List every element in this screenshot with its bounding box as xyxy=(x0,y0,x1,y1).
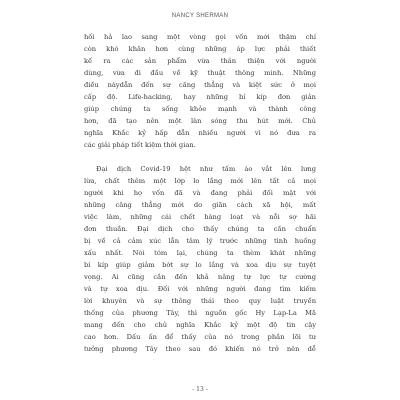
text-line: tưởng phương Tây theo sau đó khiến nó trở nên dễ xyxy=(84,345,316,353)
text-line: hơn, đã tạo nên một làn sóng thu hút mới. Chủ xyxy=(84,117,316,125)
text-line: người khi họ vốn đã và đang phải đối mặt với xyxy=(84,189,316,197)
text-line: các giải pháp tiết kiệm thời gian. xyxy=(84,141,196,149)
text-line: Đại dịch Covid-19 hệt như tấm áo vắt lên lưng xyxy=(96,165,316,173)
text-line: điều nàydẫn đến sự căng thẳng và kiệt sức ở mọi xyxy=(84,81,316,89)
page-number: - 13 - xyxy=(192,386,208,393)
text-line: còn khó khăn hơn cùng những áp lực phải thiết xyxy=(84,45,316,53)
text-line: kế ra các sản phẩm vừa thân thiện với người xyxy=(84,57,316,65)
text-line: xấu nhất. Nói tóm lại, chúng ta thèm khát những xyxy=(84,249,316,257)
text-line: giúp chúng ta sống khỏe mạnh và thành công xyxy=(84,105,316,113)
running-header: NANCY SHERMAN xyxy=(171,13,229,19)
text-line: bị về cả cảm xúc lẫn tâm lý trước những tình huống xyxy=(84,237,316,245)
text-line: thống của phương Tây, thì nguồn gốc Hy Lạp-La Mã xyxy=(84,309,316,317)
text-line: vọng. Ai cũng cần đến khả năng tự lực tự cường xyxy=(84,273,316,281)
text-line: những căng thẳng mới do giãn cách xã hội, mất xyxy=(84,201,316,209)
paragraph-2 xyxy=(84,163,316,355)
text-line: bí kíp giúp giảm bớt sự lo lắng và xoa dịu sự tuyệt xyxy=(84,261,316,269)
text-line: lời khuyên và sự thông thái theo quy luật truyền xyxy=(84,297,316,305)
text-line: mang đến cho chủ nghĩa Khắc kỷ một độ tin cậy xyxy=(84,321,316,329)
text-line: lừa, chất thêm một lớp lo lắng mới lên tất cả mọi xyxy=(84,177,316,185)
paragraph-gap xyxy=(84,151,316,163)
text-line: hối hả lao sang một vòng gọi vốn mới thậm chí xyxy=(84,33,316,41)
text-line: cao hơn. Dấu ấn để thấy của nó trong phần lõi tư xyxy=(84,333,316,341)
text-line: đơn thuần. Đại dịch cho thấy chúng ta cần chuẩn xyxy=(84,225,316,233)
text-line: và tự xoa dịu. Đối với những người đang tìm kiếm xyxy=(84,285,316,293)
text-line: dùng, vừa đi đầu về kỹ thuật thông minh. Những xyxy=(84,69,316,77)
body-text xyxy=(84,31,316,355)
text-line: nghĩa Khắc kỷ hấp dẫn nhiều người vì nó đưa ra xyxy=(84,129,316,137)
text-line: việc làm, những cái chết hàng loạt và nỗi sợ hãi xyxy=(84,213,316,221)
text-line: cấp độ. Life-hacking, hay những bí kíp đơn giản xyxy=(84,93,316,101)
paragraph-1 xyxy=(84,31,316,151)
